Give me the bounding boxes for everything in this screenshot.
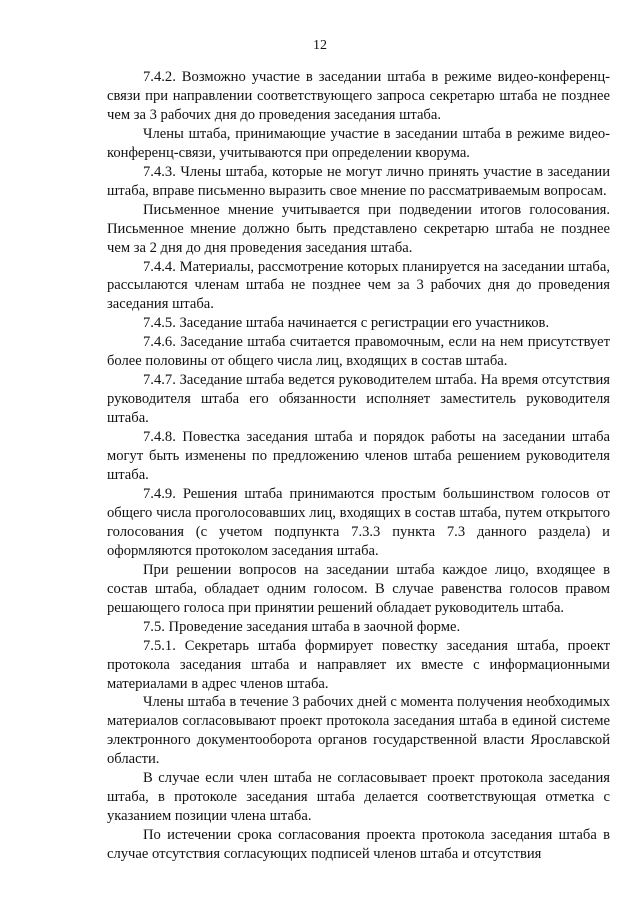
paragraph-7-5: 7.5. Проведение заседания штаба в заочной форме. xyxy=(143,618,461,635)
paragraph-voting-rules: При решении вопросов на заседании штаба каждое лицо, входящее в состав штаба, обладает одним голосом. В случае равенства голосов правом решающего голоса при принятии решений обладает руководитель штаба. xyxy=(107,561,610,616)
paragraph-7-4-6: 7.4.6. Заседание штаба считается правомочным, если на нем присутствует более половины от общего числа лиц, входящих в состав штаба. xyxy=(107,334,610,370)
paragraph-7-4-3: 7.4.3. Члены штаба, которые не могут лично принять участие в заседании штаба, вправе письменно выразить свое мнение по рассматриваемым вопросам. xyxy=(107,163,610,199)
paragraph-7-4-5: 7.4.5. Заседание штаба начинается с регистрации его участников. xyxy=(143,315,550,332)
page-number: 12 xyxy=(313,38,327,53)
paragraph-disagreement: В случае если член штаба не согласовывает проект протокола заседания штаба, в протоколе заседания штаба делается соответствующая отметка с указанием позиции члена штаба. xyxy=(107,770,610,825)
paragraph-7-4-8: 7.4.8. Повестка заседания штаба и порядок работы на заседании штаба могут быть изменены по предложению членов штаба решением руководителя штаба. xyxy=(107,429,610,484)
paragraph-7-4-4: 7.4.4. Материалы, рассмотрение которых планируется на заседании штаба, рассылаются членам штаба не позднее чем за 3 рабочих дня до проведения заседания штаба. xyxy=(107,258,610,313)
paragraph-7-4-2: 7.4.2. Возможно участие в заседании штаба в режиме видео-конференц-связи при направлении соответствующего запроса секретарю штаба не позднее чем за 3 рабочих дня до проведения заседания штаба. xyxy=(107,69,610,123)
paragraph-7-5-1: 7.5.1. Секретарь штаба формирует повестку заседания штаба, проект протокола заседания штаба и направляет их вместе с информационными материалами в адрес членов штаба. xyxy=(107,637,610,692)
paragraph-7-4-7: 7.4.7. Заседание штаба ведется руководителем штаба. На время отсутствия руководителя штаба его обязанности исполняет заместитель руководителя штаба. xyxy=(107,372,610,427)
paragraph-7-4-9: 7.4.9. Решения штаба принимаются простым большинством голосов от общего числа проголосовавших лиц, входящих в состав штаба, путем открытого голосования (с учетом подпункта 7.3.3 пункта 7.3 данного раздела) и оформляются протоколом заседания штаба. xyxy=(107,485,610,559)
paragraph-approval-period: Члены штаба в течение 3 рабочих дней с момента получения необходимых материалов согласовывают проект протокола заседания штаба в единой системе электронного документооборота органов государственной власти Ярославской области. xyxy=(107,694,610,768)
paragraph-written-opinion: Письменное мнение учитывается при подведении итогов голосования. Письменное мнение должно быть представлено секретарю штаба не позднее чем за 2 дня до дня проведения заседания штаба. xyxy=(107,201,610,256)
paragraph-vks-quorum: Члены штаба, принимающие участие в заседании штаба в режиме видео-конференц-связи, учитываются при определении кворума. xyxy=(107,125,610,161)
document-body xyxy=(107,68,610,864)
paragraph-after-deadline: По истечении срока согласования проекта протокола заседания штаба в случае отсутствия согласующих подписей членов штаба и отсутствия xyxy=(107,827,610,863)
